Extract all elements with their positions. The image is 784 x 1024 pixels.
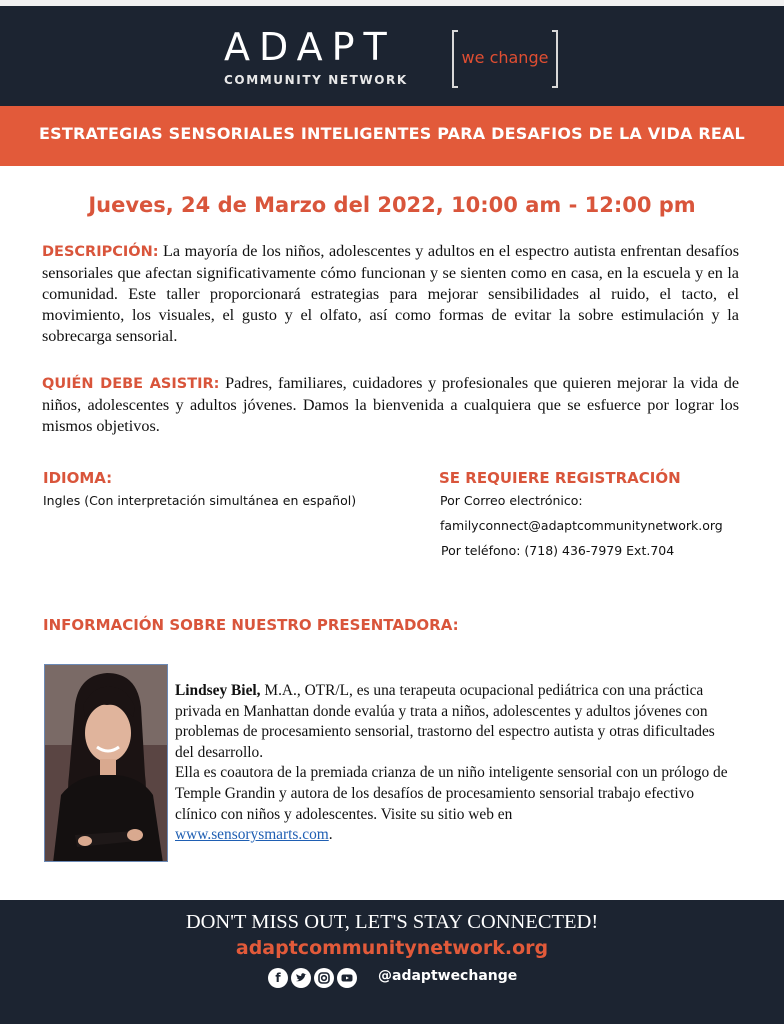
logo-wordmark: ADAPT: [224, 25, 396, 69]
registration-email-label: Por Correo electrónico:: [440, 493, 583, 508]
registration-heading: SE REQUIERE REGISTRACIÓN: [439, 469, 681, 487]
event-date: Jueves, 24 de Marzo del 2022, 10:00 am - 12:00 pm: [88, 193, 696, 217]
presenter-name: Lindsey Biel,: [175, 682, 261, 699]
presenter-photo: [44, 664, 168, 862]
language-text: Ingles (Con interpretación simultánea en español): [43, 493, 357, 508]
facebook-icon[interactable]: f: [268, 968, 288, 988]
language-heading: IDIOMA:: [43, 469, 113, 487]
instagram-icon[interactable]: [314, 968, 334, 988]
description-label: DESCRIPCIÓN:: [42, 244, 159, 260]
workshop-title: ESTRATEGIAS SENSORIALES INTELIGENTES PARA DESAFIOS DE LA VIDA REAL: [39, 124, 745, 143]
audience-paragraph: [42, 373, 739, 437]
registration-phone: Por teléfono: (718) 436-7979 Ext.704: [441, 543, 675, 558]
social-icons: [268, 967, 357, 989]
twitter-icon[interactable]: [291, 968, 311, 988]
presenter-heading: INFORMACIÓN SOBRE NUESTRO PRESENTADORA:: [43, 616, 459, 634]
logo-subtitle: COMMUNITY NETWORK: [224, 73, 408, 87]
footer-url[interactable]: adaptcommunitynetwork.org: [235, 937, 549, 959]
youtube-icon[interactable]: [337, 968, 357, 988]
presenter-website-link[interactable]: www.sensorysmarts.com: [175, 826, 329, 844]
footer-cta: DON'T MISS OUT, LET'S STAY CONNECTED!: [185, 911, 599, 933]
presenter-bio: [175, 681, 735, 846]
presenter-bio-part2: Ella es coautora de la premiada crianza de un niño inteligente sensorial con un prólogo de Temple Grandin y autora de los desafíos de procesamiento sensorial trabajo efectivo clínico con niños y adolescentes. Visite su sitio web en: [175, 764, 728, 823]
audience-text: Padres, familiares, cuidadores y profesionales que quieren mejorar la vida de niños, adolescentes y adultos jóvenes. Damos la bienvenida a cualquiera que se esfuerce por lograr los mismos objetivos.: [42, 374, 740, 435]
description-text: La mayoría de los niños, adolescentes y adultos en el espectro autista enfrentan desafíos sensoriales que afectan significativamente cómo funcionan y se sienten como en casa, en la escuela y en la comunidad. Este taller proporcionará estrategias para mejorar sensibilidades al ruido, el tacto, el movimiento, los visuales, el gusto y el olfato, así como formas de evitar la sobre estimulación y la sobrecarga sensorial.: [42, 242, 739, 345]
description-paragraph: [42, 241, 739, 347]
social-handle: @adaptwechange: [378, 968, 518, 984]
presenter-website-end: .: [328, 826, 333, 844]
registration-email[interactable]: familyconnect@adaptcommunitynetwork.org: [440, 518, 723, 533]
presenter-bio-part1: M.A., OTR/L, es una terapeuta ocupacional pediátrica con una práctica privada en Manhattan donde evalúa y trata a niños, adolescentes y adultos jóvenes con problemas de procesamiento sensorial, trastorno del espectro autista y otras dificultades del desarrollo.: [175, 682, 715, 761]
audience-label: QUIÉN DEBE ASISTIR:: [42, 376, 220, 392]
tagline: we change: [461, 48, 549, 67]
